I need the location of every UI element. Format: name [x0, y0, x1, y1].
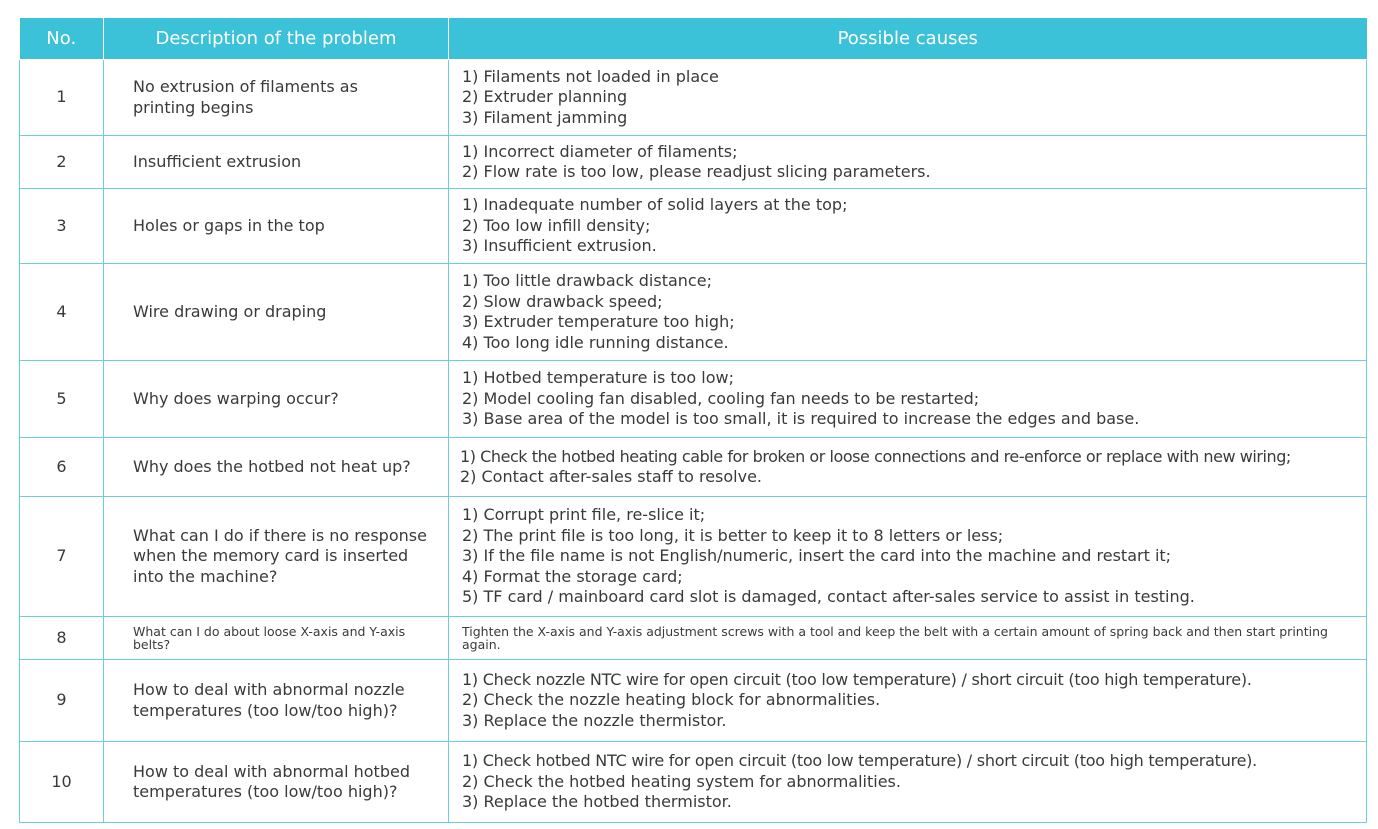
row-causes	[449, 361, 1367, 438]
table-row	[20, 60, 1367, 136]
cause-line: 4) Format the storage card;	[462, 566, 683, 586]
cause-line: 3) Extruder temperature too high;	[462, 312, 735, 331]
cause-line: 1) Check hotbed NTC wire for open circuit (too low temperature) / short circuit (too high temperature).	[462, 751, 1257, 771]
cause-line: 3) Filament jamming	[462, 107, 628, 127]
cause-line: 1) Filaments not loaded in place	[462, 66, 719, 86]
row-description: What can I do about loose X-axis and Y-axis belts?	[104, 617, 449, 660]
cause-line: 1) Too little drawback distance;	[462, 271, 712, 290]
table-row	[20, 189, 1367, 264]
cause-line: 1) Check the hotbed heating cable for broken or loose connections and re-enforce or replace with new wiring;	[460, 446, 1291, 466]
row-causes	[449, 438, 1367, 497]
row-description: How to deal with abnormal hotbed temperatures (too low/too high)?	[104, 742, 449, 823]
cause-line: 3) If the file name is not English/numeric, insert the card into the machine and restart it;	[462, 546, 1172, 566]
table-row	[20, 361, 1367, 438]
table-row	[20, 617, 1367, 660]
row-number: 7	[20, 497, 104, 617]
cause-line: 1) Corrupt print file, re-slice it;	[462, 505, 706, 525]
cause-line: 3) Replace the nozzle thermistor.	[462, 710, 727, 730]
row-causes	[449, 60, 1367, 136]
cause-line: 2) Slow drawback speed;	[462, 291, 663, 311]
table-row	[20, 660, 1367, 742]
row-causes	[449, 742, 1367, 823]
row-description: Why does warping occur?	[104, 361, 449, 438]
row-causes	[449, 660, 1367, 742]
row-causes	[449, 617, 1367, 660]
cause-line: 2) Check the nozzle heating block for abnormalities.	[462, 690, 881, 710]
cause-line: 1) Check nozzle NTC wire for open circuit (too low temperature) / short circuit (too high temperature).	[462, 669, 1252, 689]
table-row	[20, 742, 1367, 823]
table-row	[20, 264, 1367, 361]
cause-line: 3) Replace the hotbed thermistor.	[462, 792, 732, 812]
cause-line: 2) The print file is too long, it is better to keep it to 8 letters or less;	[462, 525, 1004, 545]
header-description: Description of the problem	[104, 18, 449, 60]
row-description: No extrusion of filaments as printing begins	[104, 60, 449, 136]
row-number: 10	[20, 742, 104, 823]
cause-line: 3) Insufficient extrusion.	[462, 236, 657, 256]
table-header-row	[20, 18, 1367, 60]
header-causes: Possible causes	[449, 18, 1367, 60]
table-row	[20, 136, 1367, 189]
row-description: How to deal with abnormal nozzle temperatures (too low/too high)?	[104, 660, 449, 742]
row-description: Insufficient extrusion	[104, 136, 449, 189]
row-causes	[449, 264, 1367, 361]
row-number: 1	[20, 60, 104, 136]
row-number: 8	[20, 617, 104, 660]
cause-line: 2) Extruder planning	[462, 87, 628, 107]
row-causes	[449, 189, 1367, 264]
cause-line: 1) Incorrect diameter of filaments;	[462, 141, 738, 161]
row-number: 5	[20, 361, 104, 438]
cause-line: 5) TF card / mainboard card slot is damaged, contact after-sales service to assist in testing.	[462, 587, 1195, 607]
cause-line: 3) Base area of the model is too small, it is required to increase the edges and base.	[462, 409, 1140, 429]
row-description: Wire drawing or draping	[104, 264, 449, 361]
row-number: 6	[20, 438, 104, 497]
cause-line: 1) Inadequate number of solid layers at the top;	[462, 195, 848, 215]
row-causes	[449, 136, 1367, 189]
cause-line: 2) Check the hotbed heating system for abnormalities.	[462, 771, 901, 791]
cause-line: 2) Too low infill density;	[462, 215, 651, 235]
row-description: What can I do if there is no response when the memory card is inserted into the machine?	[104, 497, 449, 617]
table-row	[20, 438, 1367, 497]
table-row	[20, 497, 1367, 617]
cause-line: 1) Hotbed temperature is too low;	[462, 368, 735, 388]
troubleshooting-table	[19, 18, 1367, 823]
row-causes	[449, 497, 1367, 617]
row-description: Why does the hotbed not heat up?	[104, 438, 449, 497]
cause-line: 2) Flow rate is too low, please readjust slicing parameters.	[462, 162, 931, 181]
row-number: 2	[20, 136, 104, 189]
cause-line: 2) Model cooling fan disabled, cooling fan needs to be restarted;	[462, 388, 980, 408]
cause-line: 4) Too long idle running distance.	[462, 332, 729, 352]
row-description: Holes or gaps in the top	[104, 189, 449, 264]
row-number: 4	[20, 264, 104, 361]
cause-line: Tighten the X-axis and Y-axis adjustment screws with a tool and keep the belt with a certain amount of spring back and then start printing again.	[462, 624, 1328, 652]
row-number: 3	[20, 189, 104, 264]
row-number: 9	[20, 660, 104, 742]
cause-line: 2) Contact after-sales staff to resolve.	[460, 467, 763, 486]
header-no: No.	[20, 18, 104, 60]
